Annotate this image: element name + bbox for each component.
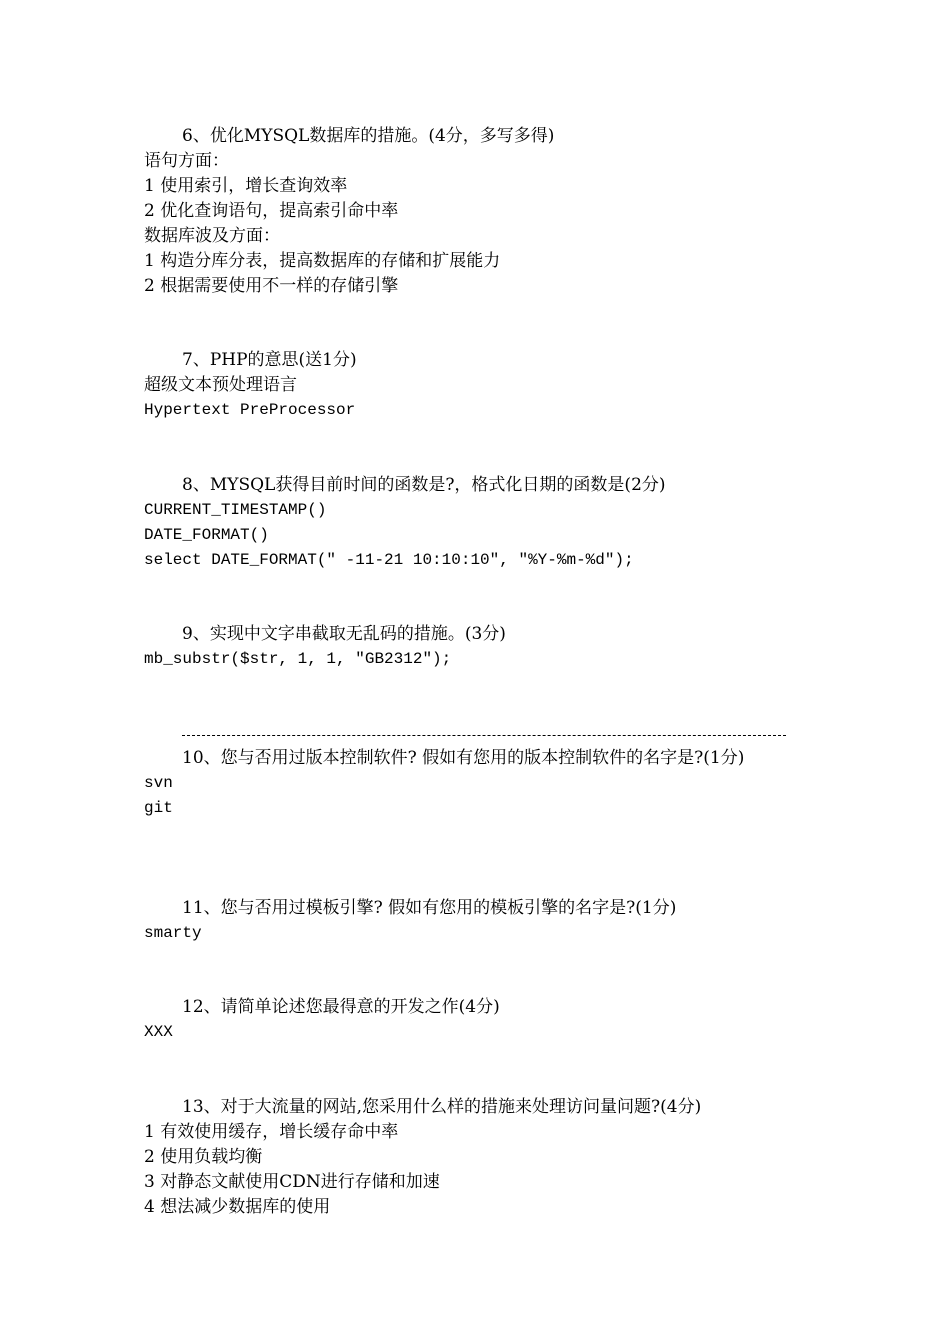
answer-line: CURRENT_TIMESTAMP() <box>144 501 327 519</box>
answer-line: 语句方面： <box>144 151 229 171</box>
answer-line: 数据库波及方面： <box>144 226 280 246</box>
question-10 <box>144 746 844 821</box>
answer-line: 1 构造分库分表，提高数据库的存储和扩展能力 <box>144 251 501 271</box>
question-7 <box>144 348 844 423</box>
answer-line: smarty <box>144 924 202 942</box>
answer-line: 2 根据需要使用不一样的存储引擎 <box>144 276 399 296</box>
section-divider <box>182 735 786 736</box>
answer-line: XXX <box>144 1023 173 1041</box>
question-title: 6、优化MYSQL数据库的措施。(4分，多写多得) <box>182 126 555 146</box>
answer-line: DATE_FORMAT() <box>144 526 269 544</box>
answer-line: 1 有效使用缓存，增长缓存命中率 <box>144 1122 399 1142</box>
question-9 <box>144 622 844 672</box>
answer-line: mb_substr($str, 1, 1, "GB2312"); <box>144 650 452 668</box>
answer-line: 2 使用负载均衡 <box>144 1147 263 1167</box>
question-13 <box>144 1095 844 1220</box>
question-title: 11、您与否用过模板引擎? 假如有您用的模板引擎的名字是?(1分) <box>182 898 677 918</box>
answer-line: 2 优化查询语句，提高索引命中率 <box>144 201 399 221</box>
question-title: 10、您与否用过版本控制软件? 假如有您用的版本控制软件的名字是?(1分) <box>182 748 745 768</box>
question-title: 8、MYSQL获得目前时间的函数是?，格式化日期的函数是(2分) <box>182 475 666 495</box>
question-title: 12、请简单论述您最得意的开发之作(4分) <box>182 997 500 1017</box>
answer-line: 4 想法减少数据库的使用 <box>144 1197 331 1217</box>
question-6 <box>144 124 844 299</box>
question-title: 9、实现中文字串截取无乱码的措施。(3分) <box>182 624 506 644</box>
answer-line: 超级文本预处理语言 <box>144 375 297 395</box>
question-title: 7、PHP的意思(送1分) <box>182 350 357 370</box>
answer-line: select DATE_FORMAT(" -11-21 10:10:10", "%Y-%m-%d"); <box>144 551 634 569</box>
answer-line: 1 使用索引，增长查询效率 <box>144 176 348 196</box>
answer-line: Hypertext PreProcessor <box>144 401 356 419</box>
question-11 <box>144 896 844 946</box>
question-8 <box>144 473 844 573</box>
answer-line: 3 对静态文献使用CDN进行存储和加速 <box>144 1172 440 1192</box>
question-12 <box>144 995 844 1045</box>
question-title: 13、对于大流量的网站,您采用什么样的措施来处理访问量问题?(4分) <box>182 1097 702 1117</box>
answer-line: git <box>144 799 173 817</box>
answer-line: svn <box>144 774 173 792</box>
